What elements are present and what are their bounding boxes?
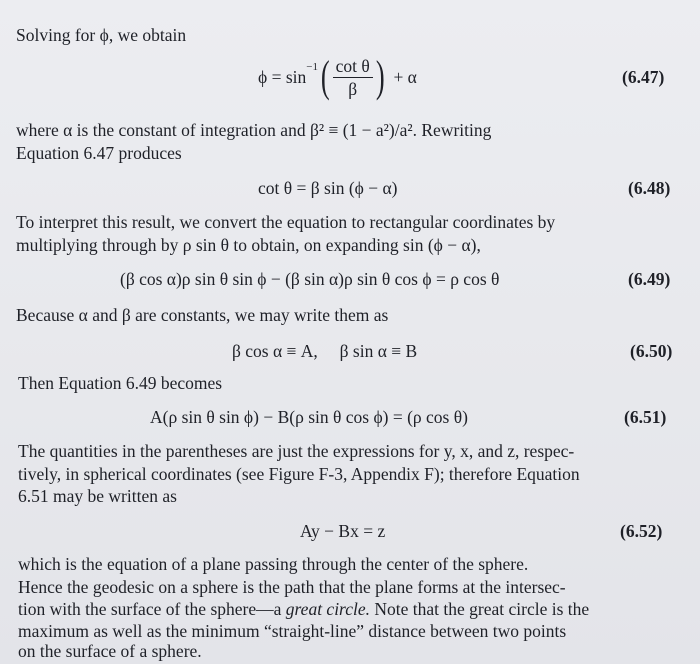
equation-6-52: Ay − Bx = z [300, 521, 386, 541]
p2-line1: To interpret this result, we convert the equation to rectangular coordinates by [16, 212, 556, 232]
right-paren: ) [375, 52, 385, 101]
eq652-label: (6.52) [620, 521, 663, 541]
p1-line1: where α is the constant of integration and β² ≡ (1 − a²)/a². Rewriting [16, 120, 492, 140]
p2-line2: multiplying through by ρ sin θ to obtain, on expanding sin (ϕ − α), [16, 235, 481, 255]
p3-text: Because α and β are constants, we may write them as [16, 305, 389, 325]
p6-line1: which is the equation of a plane passing through the center of the sphere. [18, 554, 529, 574]
eq647-rhs: + α [393, 66, 417, 87]
great-circle-term: great circle. [285, 599, 370, 619]
p5-line1: The quantities in the parentheses are just the expressions for y, x, and z, respec- [18, 441, 575, 461]
equation-6-49: (β cos α)ρ sin θ sin ϕ − (β sin α)ρ sin θ cos ϕ = ρ cos θ [120, 269, 500, 289]
p5-line2: tively, in spherical coordinates (see Figure F-3, Appendix F); therefore Equation [18, 464, 580, 484]
eq651-label: (6.51) [624, 407, 667, 427]
intro-text: Solving for ϕ, we obtain [16, 25, 187, 45]
eq650-label: (6.50) [630, 341, 673, 361]
eq647-inverse: −1 [306, 61, 318, 73]
equation-6-48: cot θ = β sin (ϕ − α) [258, 178, 398, 198]
p1-line2: Equation 6.47 produces [16, 143, 182, 163]
eq649-label: (6.49) [628, 269, 671, 289]
equation-6-47 [258, 50, 417, 104]
p6-line5: on the surface of a sphere. [18, 641, 202, 661]
p6-line4: maximum as well as the minimum “straight-line” distance between two points [18, 621, 567, 641]
p6-line2: Hence the geodesic on a sphere is the path that the plane forms at the intersec- [18, 577, 566, 597]
p5-line3: 6.51 may be written as [18, 486, 177, 506]
eq647-denominator: β [348, 78, 358, 99]
p4-text: Then Equation 6.49 becomes [18, 373, 223, 393]
equation-6-50: β cos α ≡ A, β sin α ≡ B [232, 341, 418, 361]
p6-line3-start: tion with the surface of the sphere—a [18, 599, 286, 619]
equation-6-51: A(ρ sin θ sin ϕ) − B(ρ sin θ cos ϕ) = (ρ cos θ) [150, 407, 468, 427]
eq647-numerator: cot θ [333, 57, 373, 78]
eq647-lhs: ϕ = sin [258, 66, 307, 87]
eq647-label: (6.47) [622, 67, 665, 87]
eq647-fraction [333, 57, 373, 98]
p6-line3 [18, 598, 589, 620]
p6-line3-end: Note that the great circle is the [370, 599, 590, 619]
eq648-label: (6.48) [628, 178, 671, 198]
left-paren: ( [320, 52, 330, 101]
